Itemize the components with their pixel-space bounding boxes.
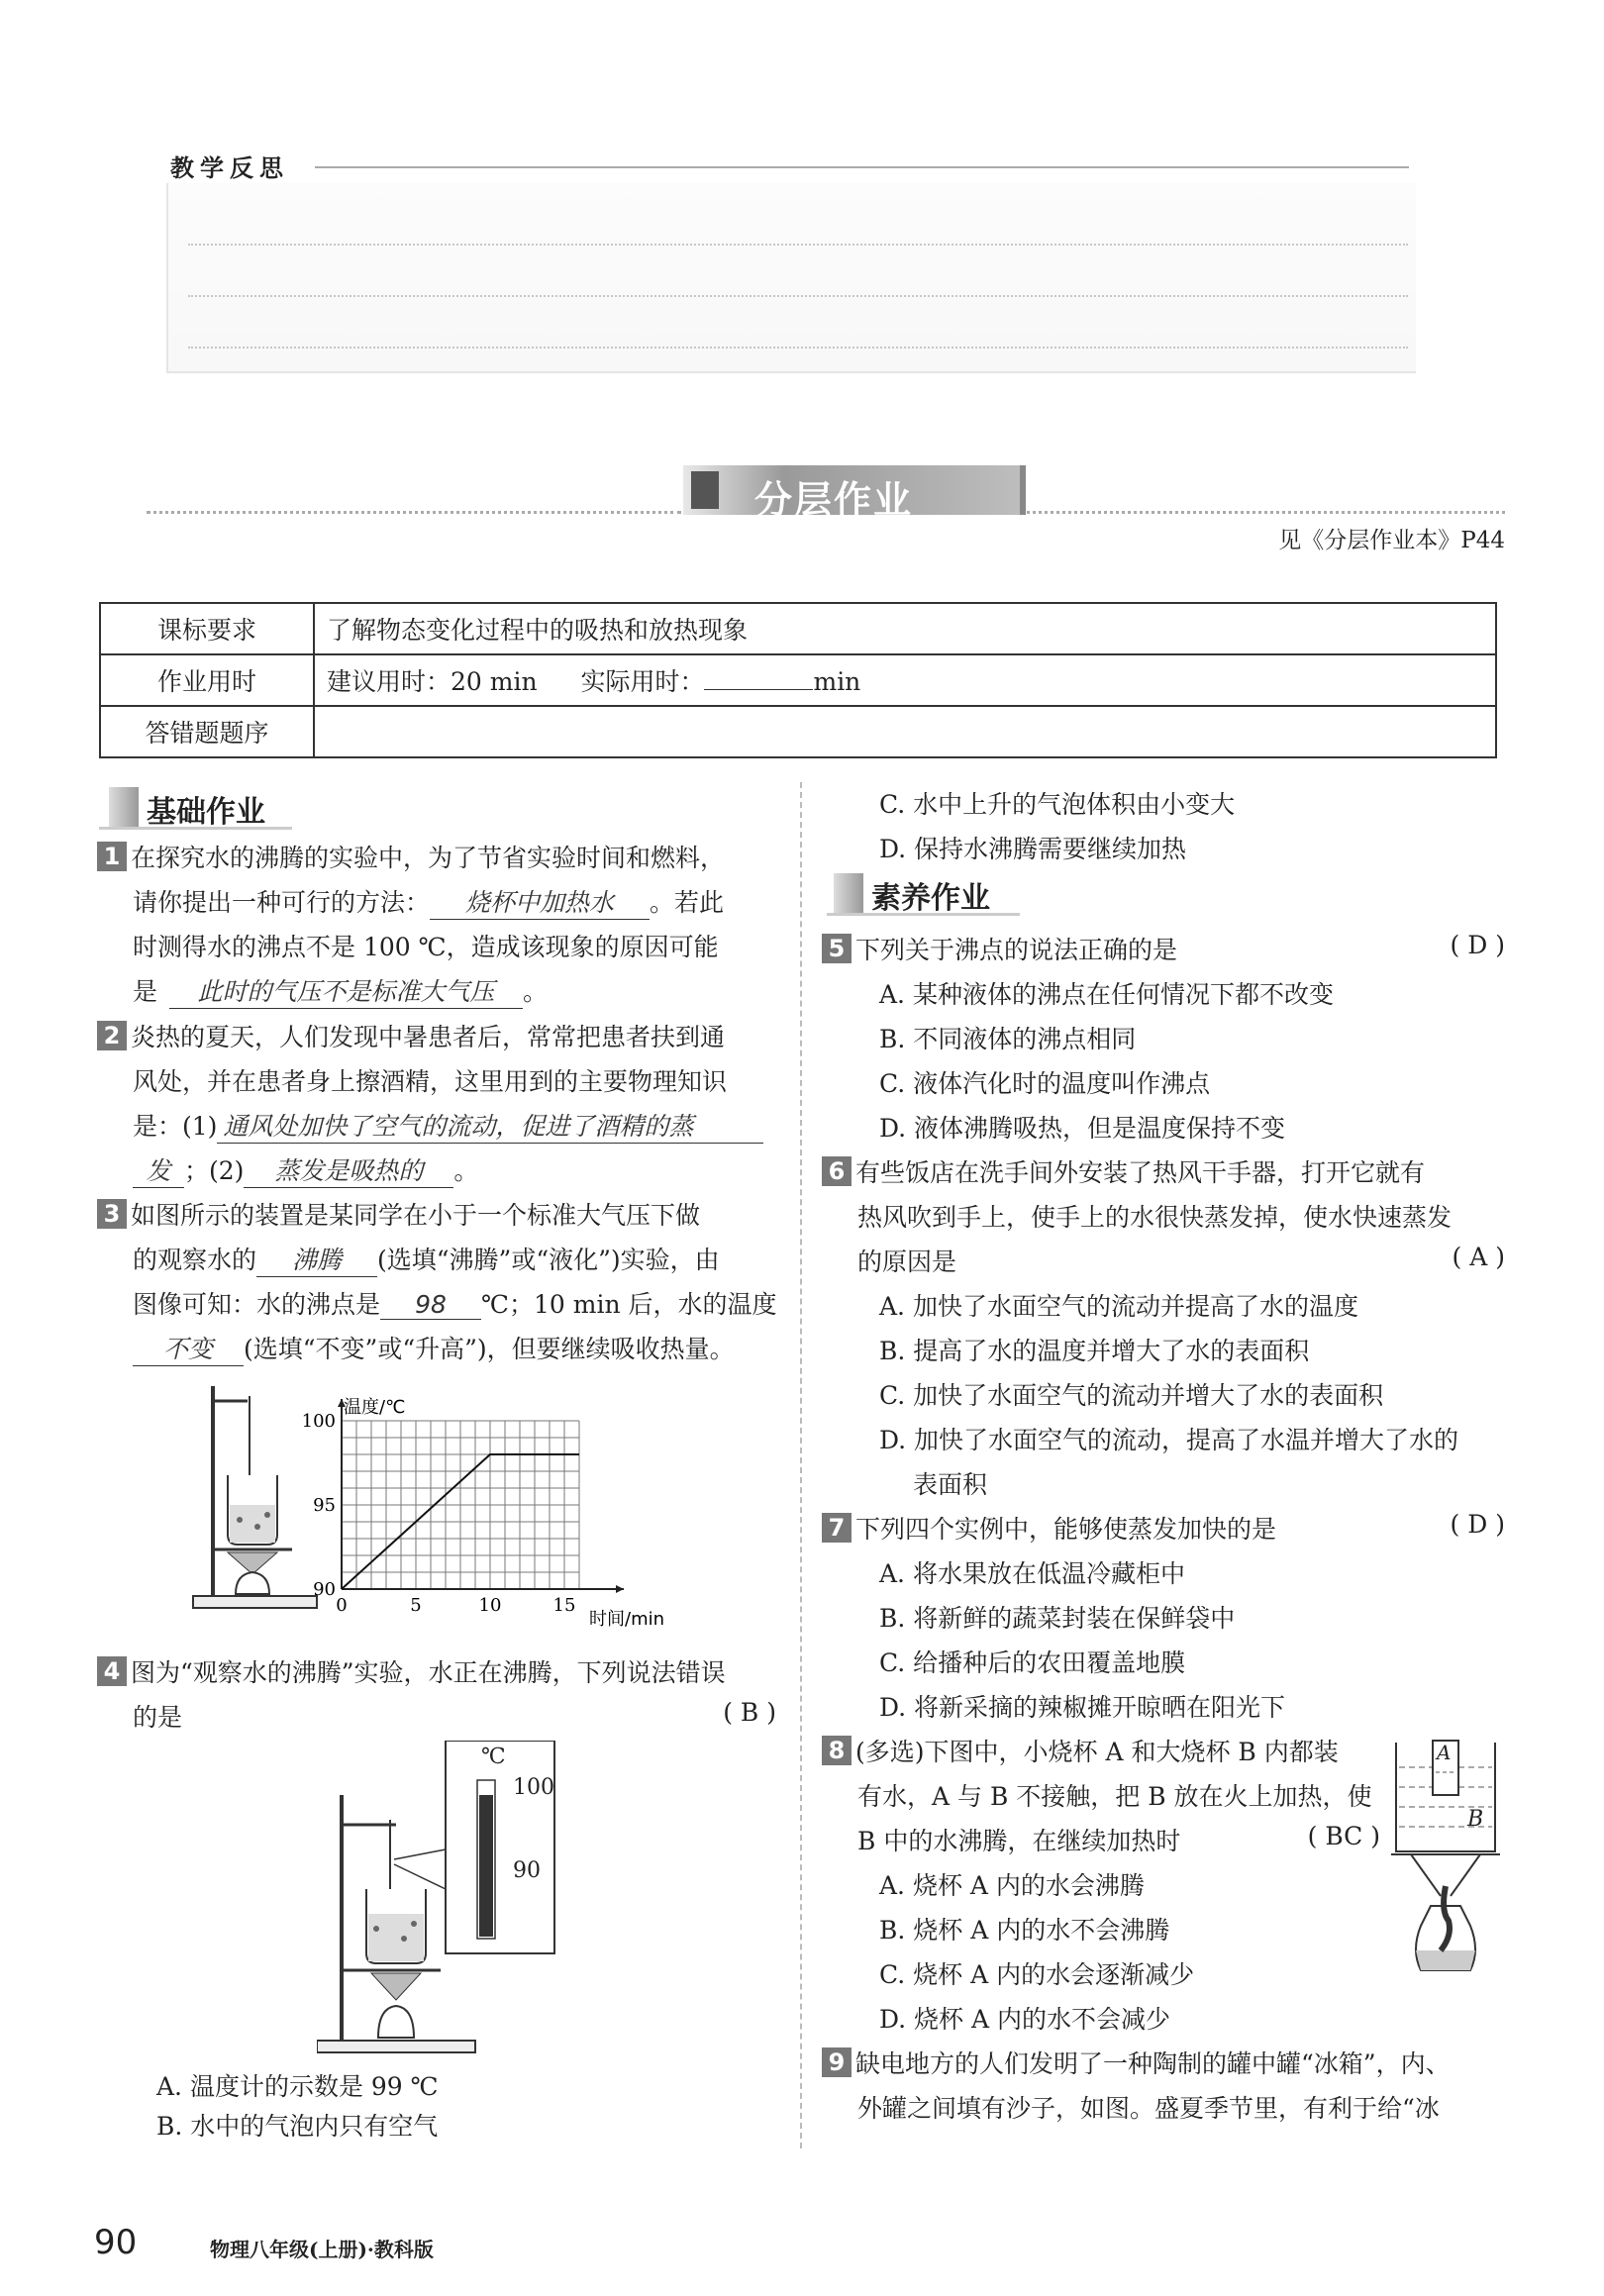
q8-choice-b: B. 烧杯 A 内的水不会沸腾: [879, 1916, 1170, 1945]
q8-answer: ( BC ): [1307, 1822, 1380, 1850]
banner-title: 分层作业: [754, 478, 914, 522]
table-row: [100, 706, 1496, 757]
thermometer-unit: ℃: [481, 1745, 506, 1769]
q1-answer-1: 烧杯中加热水: [430, 883, 650, 920]
q3-text: (选填“不变”或“升高”)，但要继续吸收热量。: [244, 1335, 735, 1363]
thermometer-label-100: 100: [513, 1775, 554, 1800]
q1-text: 。: [523, 977, 549, 1006]
q2-text: 是：(1): [133, 1112, 218, 1141]
q6-answer: ( A ): [1452, 1243, 1505, 1271]
q3-text: 的观察水的: [133, 1246, 257, 1274]
x-axis-arrow: [616, 1585, 624, 1593]
time-value: [314, 654, 1496, 706]
q3-answer-3: 不变: [133, 1330, 244, 1366]
actual-time-label: 实际用时：: [580, 667, 705, 696]
q8-number: 8: [822, 1736, 852, 1765]
q6-text: 有些饭店在洗手间外安装了热风干手器，打开它就有: [855, 1158, 1426, 1187]
q1-number: 1: [97, 842, 127, 871]
section-icon: [109, 787, 139, 827]
q6-choice-d: D. 加快了水面空气的流动，提高了水温并增大了水的: [879, 1426, 1459, 1454]
q9-number: 9: [822, 2047, 852, 2077]
q2-text: 。: [453, 1156, 479, 1185]
y-tick-label: 100: [301, 1411, 336, 1432]
suggested-time: 建议用时：20 min: [327, 667, 538, 696]
q3-answer-2: 98: [380, 1290, 481, 1320]
q6-choice-c: C. 加快了水面空气的流动并增大了水的表面积: [879, 1381, 1384, 1410]
x-axis-label: 时间/min: [589, 1609, 665, 1629]
time-label: 作业用时: [100, 654, 314, 706]
q8-choice-c: C. 烧杯 A 内的水会逐渐减少: [879, 1960, 1195, 1989]
q5-text: 下列关于沸点的说法正确的是: [855, 936, 1178, 964]
q7-text: 下列四个实例中，能够使蒸发加快的是: [855, 1515, 1277, 1544]
q1-text: 请你提出一种可行的方法：: [133, 888, 431, 917]
section-basic-title: 基础作业: [147, 795, 265, 830]
q8-choice-d: D. 烧杯 A 内的水不会减少: [879, 2005, 1170, 2034]
q1-text: 是: [133, 977, 158, 1006]
q7-choice-d: D. 将新采摘的辣椒摊开晾晒在阳光下: [879, 1693, 1286, 1722]
q3-text: (选填“沸腾”或“液化”)实验，由: [377, 1246, 720, 1274]
section-literacy-rule: [827, 913, 1020, 916]
q1-answer-2: 此时的气压不是标准大气压: [169, 972, 523, 1009]
req-value: 了解物态变化过程中的吸热和放热现象: [314, 603, 1496, 654]
reflection-title-rule: [315, 166, 1409, 168]
page-number: 90: [94, 2223, 138, 2262]
q9-text: 外罐之间填有沙子，如图。盛夏季节里，有利于给“冰: [857, 2094, 1440, 2123]
q5-choice-d: D. 液体沸腾吸热，但是温度保持不变: [879, 1114, 1286, 1143]
table-row: [100, 654, 1496, 706]
q2-answer-1-cont: 发: [133, 1151, 184, 1188]
q5-choice-b: B. 不同液体的沸点相同: [879, 1025, 1137, 1053]
y-axis-label: 温度/℃: [344, 1397, 406, 1418]
q9-text: 缺电地方的人们发明了一种陶制的罐中罐“冰箱”，内、: [855, 2049, 1451, 2078]
banner: [683, 465, 1026, 522]
actual-time-unit: min: [813, 667, 861, 696]
q2-text: 风处，并在患者身上擦酒精，这里用到的主要物理知识: [133, 1067, 728, 1096]
q6-text: 热风吹到手上，使手上的水很快蒸发掉，使水快速蒸发: [857, 1203, 1453, 1232]
beaker-a-label: A: [1437, 1741, 1452, 1764]
q7-choice-a: A. 将水果放在低温冷藏柜中: [879, 1559, 1185, 1588]
wrong-value[interactable]: [314, 706, 1496, 757]
q3-text: ℃；10 min 后，水的温度: [481, 1290, 777, 1319]
q5-choice-c: C. 液体汽化时的温度叫作沸点: [879, 1069, 1211, 1098]
q6-choice-b: B. 提高了水的温度并增大了水的表面积: [879, 1337, 1310, 1365]
table-row: [100, 603, 1496, 654]
q4-choice-b: B. 水中的气泡内只有空气: [156, 2112, 439, 2141]
q4-text: 的是: [133, 1703, 183, 1732]
thermometer-label-90: 90: [513, 1858, 541, 1883]
q3-number: 3: [97, 1199, 127, 1229]
y-tick-label: 95: [313, 1495, 336, 1516]
q3-text: 如图所示的装置是某同学在小于一个标准大气压下做: [131, 1201, 701, 1230]
wrong-label: 答错题题序: [100, 706, 314, 757]
x-tick-label: 5: [410, 1595, 422, 1616]
reflection-title: 教学反思: [170, 154, 289, 182]
q6-number: 6: [822, 1156, 852, 1186]
q6-choice-d-cont: 表面积: [913, 1470, 988, 1499]
req-label: 课标要求: [100, 603, 314, 654]
q8-beakers-figure: [1391, 1738, 1500, 1985]
q3-text: 图像可知：水的沸点是: [133, 1290, 381, 1319]
section-literacy: [871, 873, 990, 917]
q8-text: 有水，A 与 B 不接触，把 B 放在火上加热，使: [857, 1782, 1372, 1811]
q5-choice-a: A. 某种液体的沸点在任何情况下都不改变: [879, 980, 1334, 1009]
book-title: 物理八年级(上册)·教科版: [210, 2238, 434, 2261]
q6-choice-a: A. 加快了水面空气的流动并提高了水的温度: [879, 1292, 1358, 1321]
section-literacy-title: 素养作业: [871, 881, 990, 916]
q2-answer-1: 通风处加快了空气的流动，促进了酒精的蒸: [217, 1107, 763, 1144]
actual-time-field[interactable]: [704, 667, 813, 690]
beaker-b-label: B: [1467, 1807, 1484, 1832]
x-tick-label: 0: [336, 1595, 348, 1616]
q2-text: 炎热的夏天，人们发现中暑患者后，常常把患者扶到通: [131, 1023, 726, 1051]
banner-reference: 见《分层作业本》P44: [1278, 528, 1505, 553]
q7-choice-c: C. 给播种后的农田覆盖地膜: [879, 1648, 1186, 1677]
q7-choice-b: B. 将新鲜的蔬菜封装在保鲜袋中: [879, 1604, 1236, 1633]
q1-text: 在探究水的沸腾的实验中，为了节省实验时间和燃料，: [131, 844, 726, 872]
x-tick-label: 10: [478, 1595, 502, 1616]
reflection-box: [166, 183, 1416, 373]
q8-text: B 中的水沸腾，在继续加热时: [857, 1827, 1181, 1855]
q4-choice-d: D. 保持水沸腾需要继续加热: [879, 835, 1187, 863]
q5-answer: ( D ): [1450, 931, 1505, 959]
section-icon: [834, 873, 863, 913]
banner-rule-left: [147, 511, 681, 514]
q8-text: (多选)下图中，小烧杯 A 和大烧杯 B 内都装: [855, 1738, 1339, 1766]
q3-temperature-chart: [297, 1391, 713, 1629]
column-divider: [800, 782, 802, 2148]
q2-text: ；(2): [184, 1156, 245, 1185]
q7-answer: ( D ): [1450, 1510, 1505, 1539]
q1-text: 。若此: [650, 888, 725, 917]
y-tick-label: 90: [313, 1579, 336, 1600]
banner-icon: [691, 471, 719, 509]
section-basic-rule: [99, 827, 292, 830]
q2-answer-2: 蒸发是吸热的: [244, 1151, 453, 1188]
q4-choice-c: C. 水中上升的气泡体积由小变大: [879, 790, 1236, 819]
q1-text: 时测得水的沸点不是 100 ℃，造成该现象的原因可能: [133, 933, 719, 961]
x-tick-label: 15: [552, 1595, 576, 1616]
banner-rule-right: [1020, 511, 1505, 514]
q4-number: 4: [97, 1656, 127, 1686]
q5-number: 5: [822, 934, 852, 963]
q8-choice-a: A. 烧杯 A 内的水会沸腾: [879, 1871, 1145, 1900]
q4-answer: ( B ): [723, 1698, 776, 1727]
requirements-table: [99, 602, 1497, 758]
q3-answer-1: 沸腾: [256, 1241, 377, 1277]
q4-text: 图为“观察水的沸腾”实验，水正在沸腾，下列说法错误: [131, 1658, 726, 1687]
q4-choice-a: A. 温度计的示数是 99 ℃: [156, 2072, 439, 2101]
q2-number: 2: [97, 1021, 127, 1050]
q7-number: 7: [822, 1513, 852, 1543]
q6-text: 的原因是: [857, 1248, 957, 1276]
section-basic: [147, 787, 265, 831]
